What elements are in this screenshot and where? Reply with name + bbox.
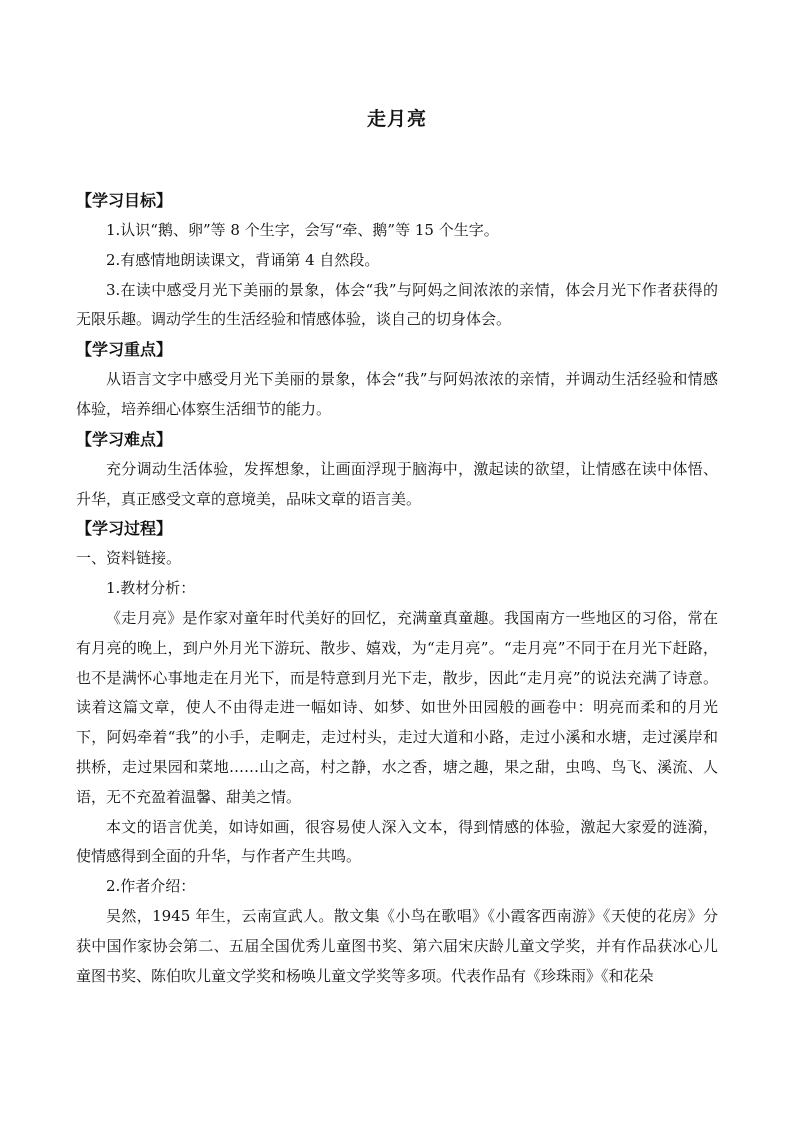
process-sub-1-paragraph-2: 本文的语言优美，如诗如画，很容易使人深入文本，得到情感的体验，激起大家爱的涟漪，使情感得到全面的升华，与作者产生共鸣。 — [76, 817, 718, 866]
difficulties-text: 充分调动生活体验，发挥想象，让画面浮现于脑海中，激起读的欲望，让情感在读中体悟、升华，真正感受文章的意境美，品味文章的语言美。 — [76, 459, 718, 508]
process-sub-1-paragraph-1: 《走月亮》是作家对童年时代美好的回忆，充满童真童趣。我国南方一些地区的习俗，常在有月亮的晚上，到户外月光下游玩、散步、嬉戏，为“走月亮”。“走月亮”不同于在月光下赶路，也不是满怀心事地走在月光下，而是特意到月光下走，散步，因此“走月亮”的说法充满了诗意。读着这篇文章，使人不由得走进一幅如诗、如梦、如世外田园般的画卷中：明亮而柔和的月光下，阿妈牵着“我”的小手，走啊走，走过村头，走过大道和小路，走过小溪和水塘，走过溪岸和拱桥，走过果园和菜地……山之高，村之静，水之香，塘之趣，果之甜，虫鸣、鸟飞、溪流、人语，无不充盈着温馨、甜美之情。 — [76, 608, 718, 806]
goal-item-3: 3.在读中感受月光下美丽的景象，体会“我”与阿妈之间浓浓的亲情，体会月光下作者获得的无限乐趣。调动学生的生活经验和情感体验，谈自己的切身体会。 — [76, 280, 718, 329]
process-sub-2-title: 2.作者介绍： — [106, 877, 196, 896]
process-sub-2-paragraph-1: 吴然，1945 年生，云南宣武人。散文集《小鸟在歌唱》《小霞客西南游》《天使的花房》分获中国作家协会第二、五届全国优秀儿童图书奖、第六届宋庆龄儿童文学奖，并有作品获冰心儿童图书奖、陈伯吹儿童文学奖和杨唤儿童文学奖等多项。代表作品有《珍珠雨》《和花朵 — [76, 906, 718, 985]
process-part-1-title: 一、资料链接。 — [76, 549, 182, 568]
document-title: 走月亮 — [366, 108, 427, 130]
process-sub-1-title: 1.教材分析： — [106, 579, 196, 598]
key-points-text: 从语言文字中感受月光下美丽的景象，体会“我”与阿妈浓浓的亲情，并调动生活经验和情感体验，培养细心体察生活细节的能力。 — [76, 370, 718, 418]
section-heading-difficulties: 【学习难点】 — [76, 429, 173, 449]
section-heading-goals: 【学习目标】 — [76, 191, 173, 210]
goal-item-1: 1.认识“鹅、卵”等 8 个生字，会写“牵、鹅”等 15 个生字。 — [106, 221, 499, 239]
document-body — [76, 186, 718, 991]
section-heading-process: 【学习过程】 — [76, 519, 173, 539]
section-heading-key-points: 【学习重点】 — [76, 340, 173, 360]
goal-item-2: 2.有感情地朗读课文，背诵第 4 自然段。 — [106, 250, 380, 269]
